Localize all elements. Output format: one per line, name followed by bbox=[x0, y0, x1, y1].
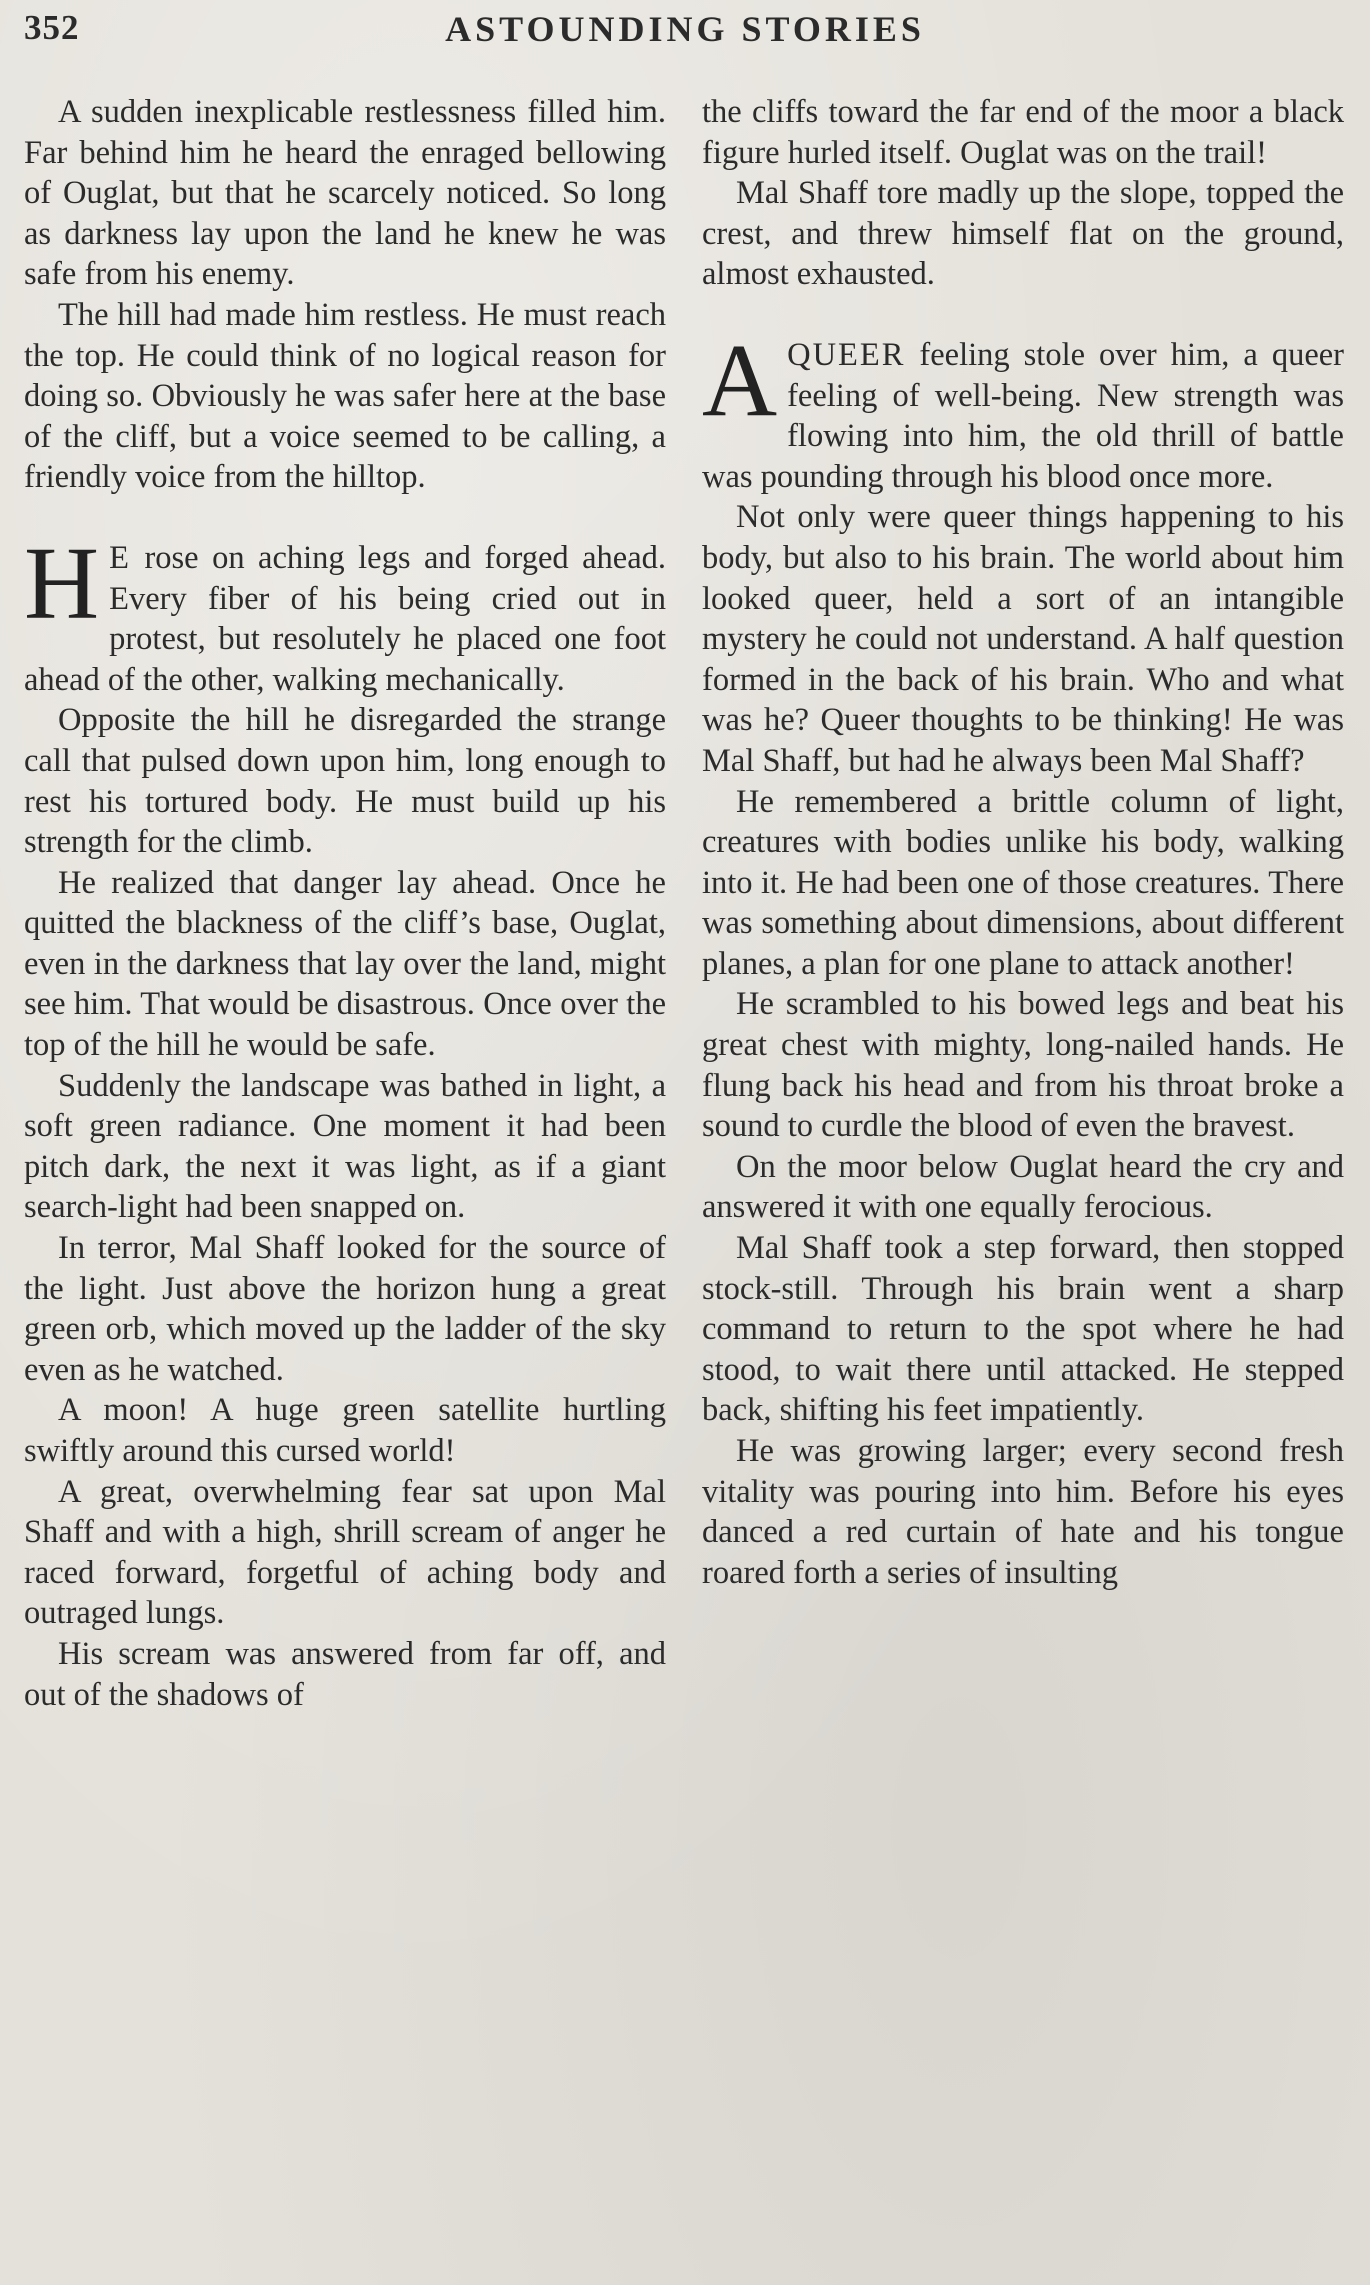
right-column bbox=[702, 92, 1344, 2277]
paragraph: The hill had made him restless. He must reach the top. He could think of no logical reason for doing so. Obviously he was safer here at the base of the cliff, but a voice seemed to be calling, a friendly voice from the hilltop. bbox=[24, 296, 666, 496]
paragraph: He was growing larger; every second fresh vitality was pouring into him. Before his eyes danced a red curtain of hate and his tongue roared forth a series of insulting bbox=[702, 1433, 1344, 1591]
paragraph: Opposite the hill he disregarded the strange call that pulsed down upon him, long enough to rest his tortured body. He must build up his strength for the climb. bbox=[24, 702, 666, 861]
paragraph: A sudden inexplicable restlessness filled him. Far behind him he heard the enraged bellowing of Ouglat, but that he scarcely noticed. So long as darkness lay upon the land he knew he was safe from his enemy. bbox=[24, 94, 666, 293]
lead-in-caps: E bbox=[109, 539, 131, 576]
page-number: 352 bbox=[24, 8, 80, 47]
section-opening-paragraph bbox=[24, 525, 666, 700]
paragraph: Suddenly the landscape was bathed in light, a soft green radiance. One moment it had been pitch dark, the next it was light, as if a giant search-light had been snapped on. bbox=[24, 1067, 666, 1226]
continued-paragraph: the cliffs toward the far end of the moor a black figure hurled itself. Ouglat was on the trail! bbox=[702, 94, 1344, 171]
left-column bbox=[24, 92, 666, 2277]
paragraph-text: feeling stole over him, a queer feeling of well-being. New strength was flowing into him, the old thrill of battle was pounding through his blood once more. bbox=[702, 336, 1344, 495]
paragraph: He realized that danger lay ahead. Once he quitted the blackness of the cliff’s base, Ouglat, even in the darkness that lay over the land, might see him. That would be disastrous. Once over the top of the hill he would be safe. bbox=[24, 864, 666, 1064]
text-columns bbox=[24, 92, 1344, 2277]
drop-cap: H bbox=[24, 525, 100, 641]
paragraph: In terror, Mal Shaff looked for the source of the light. Just above the horizon hung a great green orb, which moved up the ladder of the sky even as he watched. bbox=[24, 1230, 666, 1388]
paragraph: A great, overwhelming fear sat upon Mal Shaff and with a high, shrill scream of anger he raced forward, forgetful of aching body and outraged lungs. bbox=[24, 1473, 666, 1632]
magazine-title: ASTOUNDING STORIES bbox=[445, 9, 925, 49]
paragraph: On the moor below Ouglat heard the cry and answered it with one equally ferocious. bbox=[702, 1148, 1344, 1226]
paragraph: He remembered a brittle column of light, creatures with bodies unlike his body, walking into it. He had been one of those creatures. There was something about dimensions, about different planes, a plan for one plane to attack another! bbox=[702, 783, 1344, 982]
paragraph: Not only were queer things happening to his body, but also to his brain. The world about him looked queer, held a sort of an intangible mystery he could not understand. A half question formed in the back of his brain. Who and what was he? Queer thoughts to be thinking! He was Mal Shaff, but had he always been Mal Shaff? bbox=[702, 499, 1344, 779]
running-head bbox=[24, 8, 1346, 60]
paragraph: Mal Shaff took a step forward, then stopped stock-still. Through his brain went a sharp command to return to the spot where he had stood, to wait there until attacked. He stepped back, shifting his feet impatiently. bbox=[702, 1230, 1344, 1429]
paragraph: He scrambled to his bowed legs and beat his great chest with mighty, long-nailed hands. He flung back his head and from his throat broke a sound to curdle the blood of even the bravest. bbox=[702, 986, 1344, 1145]
paragraph-text: rose on aching legs and forged ahead. Every fiber of his being cried out in protest, but resolutely he placed one foot ahead of the other, walking mechanically. bbox=[24, 539, 666, 698]
drop-cap: A bbox=[702, 322, 778, 438]
paragraph: A moon! A huge green satellite hurtling swiftly around this cursed world! bbox=[24, 1392, 666, 1469]
paragraph: His scream was answered from far off, and out of the shadows of bbox=[24, 1635, 666, 1713]
paragraph: Mal Shaff tore madly up the slope, topped the crest, and threw himself flat on the ground, almost exhausted. bbox=[702, 175, 1344, 293]
lead-in-caps: QUEER bbox=[787, 336, 906, 373]
section-opening-paragraph bbox=[702, 322, 1344, 497]
